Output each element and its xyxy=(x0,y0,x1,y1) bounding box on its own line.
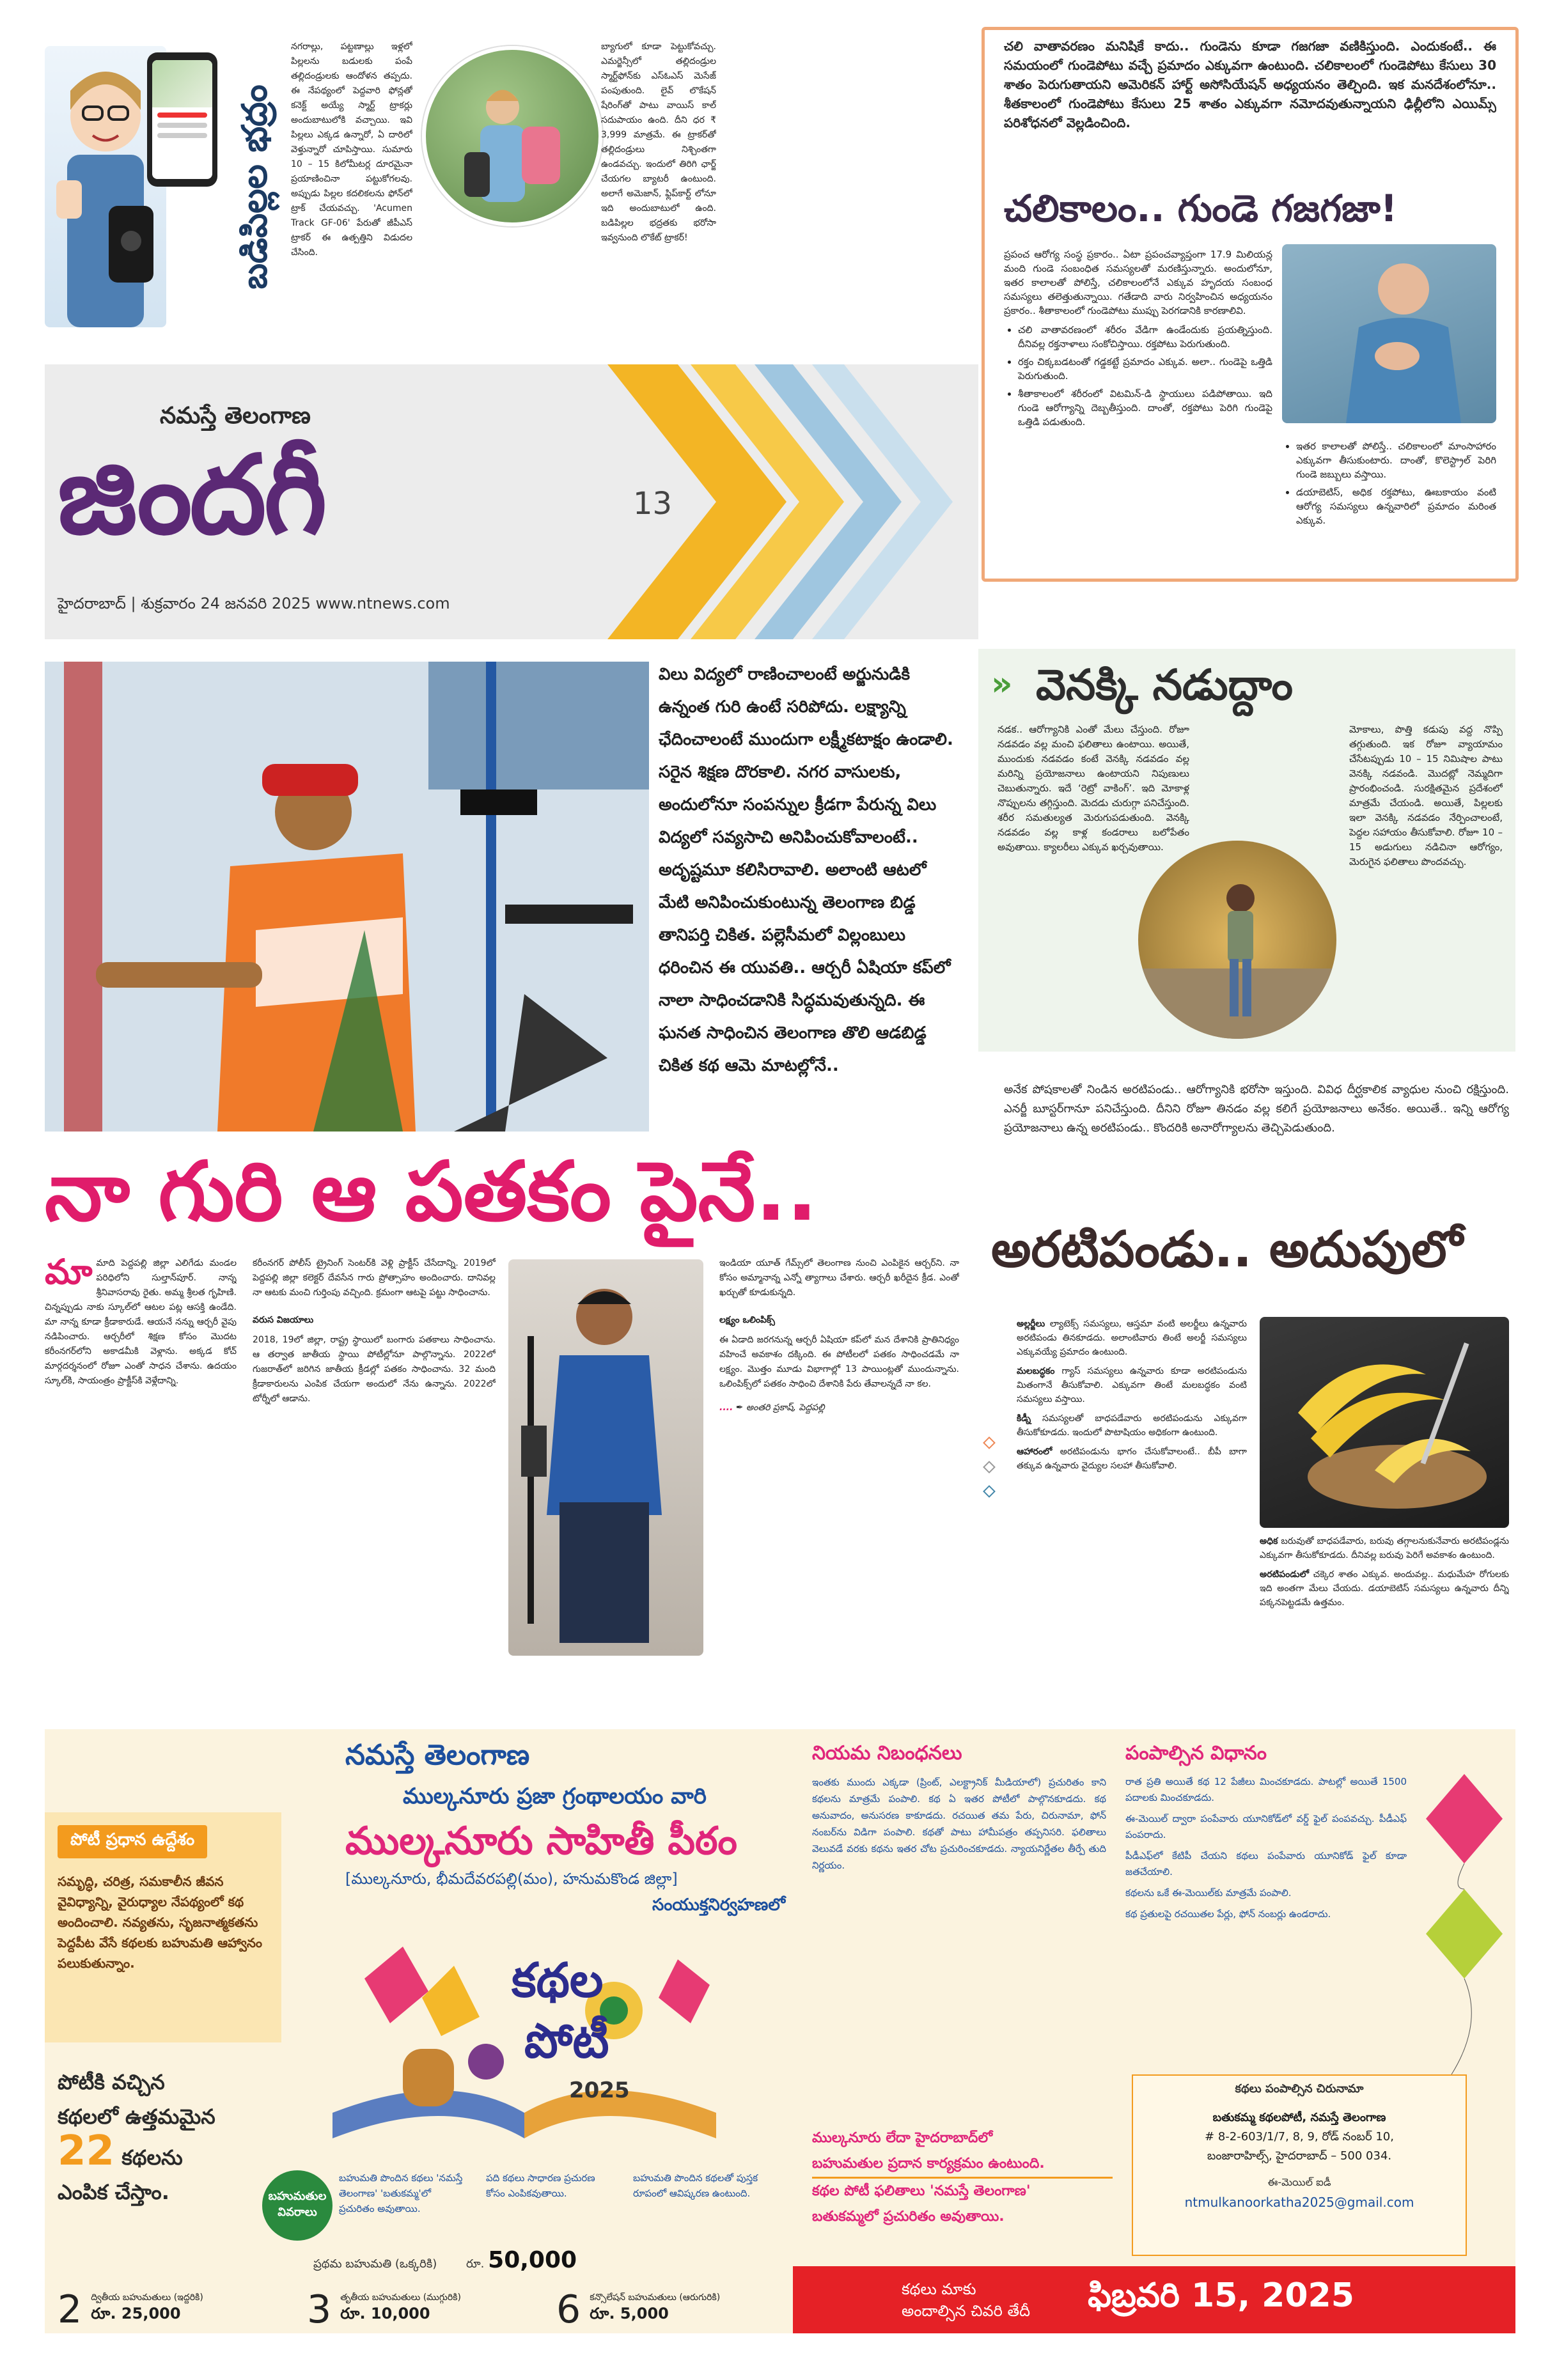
deadline-strip xyxy=(793,2266,1515,2333)
banana-item-label: అధిక xyxy=(1260,1536,1278,1546)
prize-col-text: బహుమతి పొందిన కథలతో పుస్తక రూపంలో ఆవిష్కరణ ఉంటుంది. xyxy=(633,2172,758,2199)
archer-photo xyxy=(45,662,649,1132)
masthead-title: జిందగీ xyxy=(58,432,325,559)
ceremony-block xyxy=(812,2126,1113,2230)
kids-title-text: బడిపిల్లల భద్రం xyxy=(234,84,275,290)
banana-item-text: ల్యాటెక్స్ సమస్యలు, ఆస్తమా వంటి అలర్జీలు ఉన్నవారు అరటిపండు తినకూడదు. అలాంటివారు తింటే అలర్జీ సమస్యలు ఎక్కువయ్యే ప్రమాదం ఉంటుంది. xyxy=(1017,1319,1247,1357)
archer-intro-text: విలు విద్యలో రాణించాలంటే అర్జునుడికి ఉన్నంత గురి ఉంటే సరిపోదు. లక్ష్యాన్ని ఛేదించాలంటే ముందుగా లక్ష్మీకటాక్షం ఉండాలి. సరైన శిక్షణ దొరకాలి. నగర వాసులకు, అందులోనూ సంపన్నుల క్రీడగా పేరున్న విలు విద్యలో సవ్యసాచి అనిపించుకోవాలంటే.. అదృష్టమూ కలిసిరావాలి. అలాంటి ఆటలో మేటి అనిపించుకుంటున్న తెలంగాణ బిడ్డ తానిపర్తి చికిత. పల్లెసీమలో విల్లంబులు ధరించిన ఈ యువతి.. ఆర్చరీ ఏషియా కప్‌లో నాలా సాధించడానికి సిద్ధమవుతున్నది. ఈ ఘనత సాధించిన తెలంగాణ తొలి ఆడబిడ్డ చికిత కథ ఆమె మాటల్లోనే.. xyxy=(659,665,953,1075)
banana-item-label: కిడ్నీ xyxy=(1017,1413,1031,1424)
prize-col xyxy=(486,2170,614,2201)
banana-item-text: సమస్యలతో బాధపడేవారు అరటిపండును ఎక్కువగా తీసుకోకూడదు. ఇందులో పొటాషియం అధికంగా ఉంటుంది. xyxy=(1017,1413,1247,1438)
diamond-icon xyxy=(983,1436,996,1449)
address-line: # 8-2-603/1/7, 8, 9, రోడ్ నంబర్ 10, xyxy=(1205,2130,1394,2143)
archer-col1-body: మాది పెద్దపల్లి జిల్లా ఎలిగేడు మండల పరిధిలోని సుల్తాన్‌పూర్. నాన్న శ్రీనివాసరావు రైతు. అమ్మ శ్రీలత గృహిణి. చిన్నప్పుడు నాకు స్కూల్‌లో ఆటల పట్ల ఆసక్తి ఉండేది. మా నాన్న కూడా క్రీడాకారుడే. ఆయనే నన్ను ఆర్చరీ వైపు నడిపించారు. ఆర్చరీలో శిక్షణ కోసం మొదట కరీంనగర్‌లోని అకాడమీకి వెళ్లాను. అక్కడ కోచ్ మార్గదర్శనంలో రోజూ ఎంతో సాధన చేశాను. ఉదయం స్కూల్‌కి, సాయంత్రం ప్రాక్టీస్‌కి వెళ్లేదాన్ని. xyxy=(45,1258,237,1386)
heart-body xyxy=(1004,247,1272,554)
kids-vertical-title xyxy=(234,46,281,327)
prize-col-text: పది కథలు సాధారణ ప్రచురణ కోసం ఎంపికవుతాయి. xyxy=(486,2172,595,2199)
kids-section xyxy=(45,40,972,346)
contest-org: ముల్కనూరు ప్రజా గ్రంథాలయం వారి xyxy=(403,1784,707,1809)
deadline-label-1: కథలు మాకు xyxy=(902,2280,976,2298)
banana-item-label: అరటిపండులో xyxy=(1260,1569,1309,1580)
prize-item xyxy=(544,2285,793,2333)
ceremony-line: బతుకమ్మలో ప్రచురితం అవుతాయి. xyxy=(812,2209,1005,2225)
aim-text: సమృద్ధి, చరిత్ర, సమకాలీన జీవన వైవిధ్యాన్ని, వైరుధ్యాల నేపథ్యంలో కథ అందించాలి. నవ్యతను, సృజనాత్మకతను పెద్దపీట వేసే కథలకు బహుమతి ఆహ్వానం పలుకుతున్నాం. xyxy=(58,1874,263,1971)
select-line: కథలను xyxy=(121,2145,183,2170)
first-prize xyxy=(313,2247,761,2273)
archer-column-1 xyxy=(45,1256,237,1697)
kite-icon xyxy=(1413,1748,1515,2081)
archer-byline: .... ✒ అంతరి ప్రకాష్, పెద్దపల్లి xyxy=(719,1403,825,1413)
ceremony-line: కథల పోటీ ఫలితాలు 'నమస్తే తెలంగాణ' xyxy=(812,2183,1031,2199)
first-prize-label: ప్రథమ బహుమతి (ఒక్కరికి) xyxy=(313,2257,437,2271)
walk-col1-text: నడక.. ఆరోగ్యానికి ఎంతో మేలు చేస్తుంది. రోజూ నడవడం వల్ల మంచి ఫలితాలు ఉంటాయి. అయితే, ముందుకు నడవడం కంటే వెనక్కి నడవడం వల్ల మరిన్ని ప్రయోజనాలు ఉంటాయని నిపుణులు చెబుతున్నారు. ఇదే ‘రెట్రో వాకింగ్’. ఇది మోకాళ్ల నొప్పులను తగ్గిస్తుంది. మెదడు చురుగ్గా పనిచేస్తుంది. శరీర సమతుల్యత మెరుగుపడుతుంది. వెనక్కి నడవడం వల్ల కాళ్ల కండరాలు బలోపేతం అవుతాయి. క్యాలరీలు ఎక్కువ ఖర్చవుతాయి. xyxy=(998,724,1189,853)
banana-item-label: అల్లర్జీలు xyxy=(1017,1319,1045,1329)
heart-box xyxy=(982,27,1519,582)
masthead xyxy=(45,364,978,639)
send-item: ఈ-మెయిల్ ద్వారా పంపేవారు యూనికోడ్‌లో వర్డ్ ఫైల్ పంపవచ్చు. పీడీఎఫ్ పంపరాదు. xyxy=(1125,1813,1407,1840)
walk-col2-text: మోకాలు, పొత్తి కడుపు వద్ద నొప్పి తగ్గుతుంది. ఇక రోజూ వ్యాయామం చేసేటప్పుడు 10 – 15 నిమిషాల పాటు వెనక్కి నడవండి. మొదట్లో నెమ్మదిగా ప్రారంభించండి. సురక్షితమైన ప్రదేశంలో మాత్రమే చేయండి. అయితే, పిల్లలకు ఇలా వెనక్కి నడవడం నేర్పించాలంటే, పెద్దల సహాయం తీసుకోవాలి. రోజూ 10 – 15 అడుగులు నడిచినా ఆరోగ్యం, మెరుగైన ఫలితాలు పొందవచ్చు. xyxy=(1349,724,1503,867)
address-box xyxy=(1132,2074,1467,2256)
select-count: 22 xyxy=(58,2127,115,2175)
prize-num: 2 xyxy=(58,2287,82,2332)
logo-line-1: కథల xyxy=(512,1953,604,2008)
banana-intro-text: అనేక పోషకాలతో నిండిన అరటిపండు.. ఆరోగ్యానికి భరోసా ఇస్తుంది. వివిధ దీర్ఘకాలిక వ్యాధుల నుంచి రక్షిస్తుంది. ఎనర్జీ బూస్టర్‌గానూ పనిచేస్తుంది. దీనిని రోజూ తినడం వల్ల కలిగే ప్రయోజనాలు అనేకం. అయితే.. ఇన్ని ఆరోగ్య ప్రయోజనాలు ఉన్న అరటిపండు.. కొందరికి అనారోగ్యాలను తెచ్చిపెడుతుంది. xyxy=(1004,1083,1509,1135)
prize-label: తృతీయ బహుమతులు (ముగ్గురికి) xyxy=(340,2292,461,2303)
banana-item xyxy=(1017,1445,1247,1473)
heart-intro-text: చలి వాతావరణం మనిషికే కాదు.. గుండెను కూడా గజగజా వణికిస్తుంది. ఎందుకంటే.. ఈ సమయంలో గుండెపోటు వచ్చే ప్రమాదం ఎక్కువగా ఉంటుంది. చలికాలంలో గుండెపోటు కేసులు 30 శాతం పెరుగుతాయని అమెరికన్ హార్ట్ అసోసియేషన్ అధ్యయనం తెల్చింది. ఇక మనదేశంలోనూ.. శీతకాలంలో గుండెపోటు కేసులు 25 శాతం ఎక్కువగా నమోదవుతున్నాయని ఢిల్లీలోని ఎయిమ్స్ పరిశోధనలో వెల్లడించింది. xyxy=(1004,38,1496,130)
prize-col-text: బహుమతి పొందిన కథలు 'నమస్తే తెలంగాణ' 'బతుకమ్మ'లో ప్రచురితం అవుతాయి. xyxy=(339,2172,463,2214)
banana-diamonds xyxy=(978,1432,1004,1505)
email-label: ఈ-మెయిల్ ఐడీ xyxy=(1267,2176,1331,2188)
ceremony-line: ముల్కనూరు లేదా హైదరాబాద్‌లో xyxy=(812,2130,993,2146)
heart-bullet: • డయాబెటిస్, అధిక రక్తపోటు, ఊబకాయం వంటి ఆరోగ్య సమస్యలు ఉన్నవారిలో ప్రమాదం మరింత ఎక్కువ. xyxy=(1296,485,1496,527)
masthead-brand: నమస్తే తెలంగాణ xyxy=(160,403,311,429)
first-prize-amount: 50,000 xyxy=(488,2247,577,2273)
deadline-label-2: అందాల్సిన చివరి తేదీ xyxy=(902,2301,1031,2320)
kids-col1-text: నగరాల్లు, పట్టణాల్లు ఇళ్లలో పిల్లలను బడులకు పంపే తల్లిదండ్రులకు ఆందోళన తప్పదు. ఈ నేపథ్యంలో పెద్దవారి ఫోన్లతో కనెక్ట్ అయ్యే స్మార్ట్ ట్రాకర్లు అందుబాటులోకి వచ్చాయి. ఇవి పిల్లలు ఎక్కడ ఉన్నారో, ఏ దారిలో వెళ్తున్నారో చూపిస్తాయి. సుమారు 10 – 15 కిలోమీటర్ల దూరమైనా ప్రయాణించినా పట్టుకోగలవు. అప్పుడు పిల్లల కదలికలను ఫోన్‌లో ట్రాక్ చేయవచ్చు. 'Acumen Track GF-06' పేరుతో జీపీఎస్ ట్రాకర్ ఈ ఉత్పత్తిని విడుదల చేసింది. xyxy=(291,42,412,258)
archer-col3-text-b: ఈ ఏడాది జరగనున్న ఆర్చరీ ఏషియా కప్‌లో మన దేశానికి ప్రాతినిధ్యం వహించే అవకాశం దక్కింది. ఈ పోటీలలో పతకం సాధించడమే నా లక్ష్యం. మొత్తం మూడు విభాగాల్లో 13 పాయింట్లతో ముందున్నాను. ఒలింపిక్స్‌లో పతకం సాధించి దేశానికి పేరు తేవాలన్నదే నా కల. xyxy=(719,1335,959,1389)
prize-strip xyxy=(45,2285,793,2333)
banana-title: అరటిపండు.. అదుపులో xyxy=(991,1221,1463,1279)
prize-col xyxy=(339,2170,467,2216)
deadline-label xyxy=(902,2278,1030,2322)
send-item: కథలను ఒకే ఈ-మెయిల్‌కు మాత్రమే పంపాలి. xyxy=(1125,1887,1292,1899)
archer-col2-text-b: 2018, 19లో జిల్లా, రాష్ట్ర స్థాయిలో బంగారు పతకాలు సాధించాను. ఆ తర్వాత జాతీయ స్థాయి పోటీల్లోనూ పాల్గొన్నాను. 2022లో గుజరాత్‌లో జరిగిన జాతీయ క్రీడల్లో పతకం సాధించాను. 32 మంది క్రీడాకారులను ఎంపిక చేయగా అందులో నేను ఉన్నాను. 2022లో టోర్నీలో ఆడాను. xyxy=(253,1335,496,1404)
contest-org-address: [ముల్కనూరు, భీమదేవరపల్లి(మం), హనుమకొండ జిల్లా] xyxy=(345,1870,678,1888)
prize-note xyxy=(262,2170,333,2241)
prize-label: ద్వితీయ బహుమతులు (ఇద్దరికి) xyxy=(91,2292,203,2303)
ceremony-line: బహుమతుల ప్రదాన కార్యక్రమం ఉంటుంది. xyxy=(812,2151,1113,2179)
walk-column-2 xyxy=(1349,722,1503,1042)
kids-column-1 xyxy=(291,40,412,334)
walk-box xyxy=(978,649,1515,1052)
logo-year: 2025 xyxy=(569,2078,630,2103)
children-circle-photo xyxy=(422,46,602,226)
select-line: కథలలో ఉత్తమమైన xyxy=(58,2104,215,2129)
page-number: 13 xyxy=(633,486,673,522)
byline-text: అంతరి ప్రకాష్, పెద్దపల్లి xyxy=(746,1403,825,1413)
phone-mockup xyxy=(147,52,217,187)
aim-title: పోటీ ప్రధాన ఉద్దేశం xyxy=(58,1825,207,1858)
rules-text xyxy=(812,1774,1106,2094)
kids-column-2 xyxy=(601,40,716,334)
banana-item-text: బరువుతో బాధపడేవారు, బరువు తగ్గాలనుకునేవారు అరటిపండ్లను ఎక్కువగా తీసుకోకూడదు. దీనివల్ల బరువు పెరిగే అవకాశం ఉంటుంది. xyxy=(1260,1536,1509,1560)
banana-item xyxy=(1017,1412,1247,1440)
banana-item-label: మలబద్ధకం xyxy=(1017,1366,1055,1376)
send-item: కథ ప్రతులపై రచయితల పేర్లు, ఫోన్ నంబర్లు ఉండరాదు. xyxy=(1125,1908,1331,1920)
heart-intro xyxy=(1004,36,1496,152)
heart-body-right xyxy=(1282,439,1496,561)
prize-num: 6 xyxy=(556,2287,581,2332)
contest-org-title: ముల్కనూరు సాహితీ పీఠం xyxy=(345,1819,737,1863)
archer-column-3 xyxy=(719,1256,959,1697)
send-item: రాత ప్రతి అయితే కథ 12 పేజీలు మించకూడదు. పాటల్లో అయితే 1500 పదాలకు మించకూడదు. xyxy=(1125,1776,1407,1803)
banana-item xyxy=(1260,1534,1509,1562)
banana-item xyxy=(1017,1317,1247,1359)
dateline: హైదరాబాద్ | శుక్రవారం 24 జనవరి 2025 www.ntnews.com xyxy=(58,595,450,612)
archer-col3-subhead: లక్ష్యం ఒలింపిక్స్ xyxy=(719,1315,775,1325)
banana-item xyxy=(1260,1567,1509,1610)
archer-col1-text: మామాది పెద్దపల్లి జిల్లా ఎలిగేడు మండల పరిధిలోని సుల్తాన్‌పూర్. నాన్న శ్రీనివాసరావు రైతు. అమ్మ శ్రీలత గృహిణి. చిన్నప్పుడు నాకు స్కూల్‌లో ఆటల పట్ల ఆసక్తి ఉండేది. మా నాన్న కూడా క్రీడాకారుడే. ఆయనే నన్ను ఆర్చరీ వైపు నడిపించారు. ఆర్చరీలో శిక్షణ కోసం మొదట కరీంనగర్‌లోని అకాడమీకి వెళ్లాను. అక్కడ కోచ్ మార్గదర్శనంలో రోజూ ఎంతో సాధన చేశాను. ఉదయం స్కూల్‌కి, సాయంత్రం ప్రాక్టీస్‌కి వెళ్లేదాన్ని. xyxy=(45,1256,237,1386)
banana-item-text: చక్కెర శాతం ఎక్కువ. అందువల్ల.. మధుమేహ రోగులకు ఇది అంతగా మేలు చేయదు. డయాబెటిస్ సమస్యలు ఉన్నవారు దీన్ని పక్కనపెట్టడమే ఉత్తమం. xyxy=(1260,1569,1509,1608)
banana-item xyxy=(1017,1364,1247,1406)
address-title: కథలు పంపాల్సిన చిరునామా xyxy=(1235,2082,1364,2096)
walk-woman-photo xyxy=(1138,841,1336,1039)
banana-section xyxy=(978,1080,1515,1707)
banana-column-1 xyxy=(1017,1317,1247,1700)
prize-num: 3 xyxy=(307,2287,332,2332)
archer-intro xyxy=(659,658,956,1132)
prize-item xyxy=(45,2285,294,2333)
archer-col2-subhead: వరుస విజయాలు xyxy=(253,1315,314,1325)
banana-item-text: అరటిపండును భాగం చేసుకోవాలంటే.. బీపీ బాగా తక్కువ ఉన్నవారు వైద్యుల సలహా తీసుకోవాలి. xyxy=(1017,1447,1247,1471)
banana-intro xyxy=(1004,1080,1509,1202)
address-line: బతుకమ్మ కథలపోటీ, నమస్తే తెలంగాణ xyxy=(1212,2111,1386,2124)
select-line: పోటీకి వచ్చిన xyxy=(58,2070,165,2094)
banana-item-text: గ్యాస్ సమస్యలు ఉన్నవారు కూడా అరటిపండును మితంగానే తీసుకోవాలి. ఎక్కువగా తింటే మలబద్ధకం వంటి సమస్యలు వస్తాయి. xyxy=(1017,1366,1247,1404)
archer-col3-text: ఇండియా యూత్ గేమ్స్‌లో తెలంగాణ నుంచి ఎంపికైన ఆర్చర్‌ని. నా కోసం అమ్మానాన్న ఎన్నో త్యాగాలు చేశారు. ఆర్చరీ ఖరీదైన క్రీడ. ఎంతో ఖర్చుతో కూడుకున్నది. xyxy=(719,1258,959,1298)
first-prize-rs: రూ. xyxy=(466,2257,485,2271)
send-item: పీడీఎఫ్‌లో కేటిపీ చేయని కథలు పంపేవారు యూనికోడ్ ఫైల్ కూడా జతచేయాలి. xyxy=(1125,1850,1407,1878)
address-line: బంజారాహిల్స్, హైదరాబాద్ – 500 034. xyxy=(1207,2149,1392,2163)
diamond-icon xyxy=(983,1461,996,1474)
send-title: పంపాల్సిన విధానం xyxy=(1125,1742,1267,1764)
heart-bullet: • చలి వాతావరణంలో శరీరం వేడిగా ఉండేందుకు ప్రయత్నిస్తుంది. దీనివల్ల రక్తనాళాలు సంకోచిస్తాయి. రక్తపోటు పెరుగుతుంది. xyxy=(1018,323,1272,351)
address-lines xyxy=(1146,2108,1453,2166)
send-list xyxy=(1125,1774,1407,2055)
prize-amount: రూ. 25,000 xyxy=(91,2305,181,2322)
archer-headline: నా గురి ఆ పతకం పైనే.. xyxy=(45,1144,818,1240)
archer-col2-text: కరీంనగర్ పోలీస్ ట్రైనింగ్ సెంటర్‌కి వెళ్లి ప్రాక్టీస్ చేసేదాన్ని. 2019లో పెద్దపల్లి జిల్లా కలెక్టర్ దేవసేన గారు ప్రోత్సాహం అందించారు. దానివల్ల నా ఆటకు మంచి గుర్తింపు వచ్చింది. క్రమంగా ఆటపై పట్టు సాధించాను. xyxy=(253,1258,496,1298)
prize-label: కన్సొలేషన్ బహుమతులు (ఆరుగురికి) xyxy=(590,2292,721,2303)
walk-chevron-icon: » xyxy=(991,665,1013,703)
contest-logo xyxy=(320,1921,742,2164)
banana-photo xyxy=(1260,1317,1509,1528)
heart-bullets-right xyxy=(1282,439,1496,527)
diamond-icon xyxy=(983,1485,996,1498)
banana-column-2 xyxy=(1260,1534,1509,1700)
heart-bullet: • శీతాకాలంలో శరీరంలో విటమిన్-డి స్థాయులు పడిపోతాయి. ఇది గుండె ఆరోగ్యాన్ని దెబ్బతీస్తుంది. దాంతో, రక్తపోటు పెరిగి గుండెపై ఒత్తిడి పడుతుంది. xyxy=(1018,387,1272,429)
contest-aim xyxy=(45,1812,281,2042)
prize-item xyxy=(294,2285,544,2333)
heart-woman-photo xyxy=(1282,244,1496,423)
archer-portrait-photo xyxy=(508,1259,703,1656)
heart-title: చలికాలం.. గుండె గజగజా! xyxy=(1004,187,1398,230)
heart-body-text: ప్రపంచ ఆరోగ్య సంస్థ ప్రకారం.. ఏటా ప్రపంచవ్యాప్తంగా 17.9 మిలియన్ల మంది గుండె సంబంధిత సమస్యలతో మరణిస్తున్నారు. అందులోనూ, ఇతర కాలాలతో పోలిస్తే, చలికాలంలోనే ఎక్కువ హృదయ సంబంధ సమస్యలు తలెత్తుతున్నాయి. గతేడాది వారు నిర్వహించిన అధ్యయనం ప్రకారం.. శీతాకాలంలో గుండెపోటు ముప్పు పెరగడానికి కారణాలివి. xyxy=(1004,249,1272,316)
deadline-date: ఫిబ్రవరి 15, 2025 xyxy=(1088,2276,1354,2315)
contest-ad xyxy=(45,1729,1515,2333)
heart-bullet: • రక్తం చిక్కబడటంతో గడ్డకట్టే ప్రమాదం ఎక్కువ. అలా.. గుండెపై ఒత్తిడి పెరుగుతుంది. xyxy=(1018,355,1272,383)
contest-brand: నమస్తే తెలంగాణ xyxy=(345,1739,530,1771)
prize-col xyxy=(633,2170,761,2201)
prize-amount: రూ. 10,000 xyxy=(340,2305,430,2322)
rules-text-body: ఇంతకు ముందు ఎక్కడా (ప్రింట్, ఎలక్ట్రానిక్ మీడియాలో) ప్రచురితం కాని కథలను మాత్రమే పంపాలి. కథ ఏ ఇతర పోటీలో పాల్గొనకూడదు. కథ అనువాదం, అనుసరణ కాకూడదు. రచయిత తమ పేరు, చిరునామా, ఫోన్ నంబర్‌ను విడిగా పంపాలి. కథతో పాటు హామీపత్రం తప్పనిసరి. ఫలితాలు వెలువడే వరకు కథను ఇతర చోట ప్రచురించకూడదు. న్యాయనిర్ణేతల తీర్పే తుది నిర్ణయం. xyxy=(812,1777,1106,1871)
banana-item-label: ఆహారంలో xyxy=(1017,1447,1052,1457)
prize-amount: రూ. 5,000 xyxy=(590,2305,669,2322)
email-link[interactable]: ntmulkanoorkatha2025@gmail.com xyxy=(1184,2195,1414,2210)
contest-org-coop: సంయుక్తనిర్వహణలో xyxy=(652,1895,786,1915)
logo-line-2: పోటీ xyxy=(524,2014,609,2069)
heart-bullets-left xyxy=(1004,323,1272,429)
prize-note-label: బహుమతుల వివరాలు xyxy=(268,2189,327,2219)
archer-column-2 xyxy=(253,1256,496,1697)
walk-title: వెనక్కి నడుద్దాం xyxy=(1036,660,1293,710)
rules-title: నియమ నిబంధనలు xyxy=(812,1742,962,1764)
select-line: ఎంపిక చేస్తాం. xyxy=(58,2180,169,2204)
kids-col2-text: బ్యాగులో కూడా పెట్టుకోవచ్చు. ఎమర్జెన్సీలో తల్లిదండ్రుల స్మార్ట్‌ఫోన్‌కు ఎస్ఓఎస్ మెసేజ్ పంపుతుంది. లైవ్ లొకేషన్ షేరింగ్‌తో పాటు వాయిస్ కాల్ సదుపాయం ఉంది. దీని ధర ₹ 3,999 మాత్రమే. ఈ ట్రాకర్‌తో తల్లిదండ్రులు నిశ్చింతగా ఉండవచ్చు. ఇందులో తిరిగి ఛార్జ్ చేయగల బ్యాటరీ ఉంటుంది. అలాగే అమెజాన్, ఫ్లిప్‌కార్ట్ లోనూ ఇది అందుబాటులో ఉంది. బడిపిల్లల భద్రతకు భరోసా ఇవ్వనుంది లొకేట్ ట్రాకర్! xyxy=(601,42,716,243)
heart-bullet: • ఇతర కాలాలతో పోలిస్తే.. చలికాలంలో మాంసాహారం ఎక్కువగా తీసుకుంటారు. దాంతో, కొలెస్ట్రాల్ పెరిగి గుండె జబ్బులు వస్తాయి. xyxy=(1296,439,1496,481)
select-count-block xyxy=(58,2065,288,2209)
